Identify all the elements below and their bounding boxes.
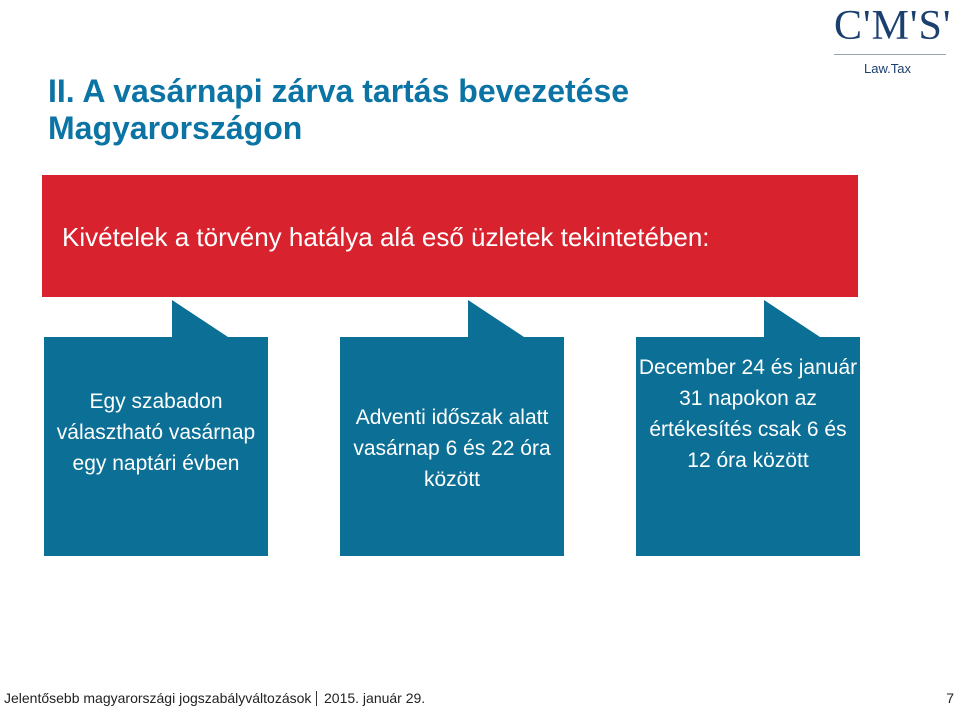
- exception-box-2: [340, 300, 564, 556]
- footer-date: 2015. január 29.: [324, 690, 426, 706]
- exception-box-1: [44, 300, 268, 556]
- logo-divider: [834, 54, 946, 55]
- slide-title: II. A vasárnapi zárva tartás bevezetése Magyarországon: [48, 73, 630, 146]
- exception-box-3: [636, 300, 860, 556]
- logo-tagline: Law.Tax: [864, 61, 911, 76]
- logo-brand: C'M'S': [834, 3, 952, 49]
- exception-text-3: December 24 és január 31 napokon az értékesítés csak 6 és 12 óra között: [638, 356, 858, 472]
- exception-text-2: Adventi időszak alatt vasárnap 6 és 22 óra között: [353, 406, 551, 491]
- footer-separator: [316, 691, 317, 706]
- page-number: 7: [946, 690, 954, 706]
- exception-text-1: Egy szabadon választható vasárnap egy naptári évben: [56, 390, 256, 475]
- footer-title: Jelentősebb magyarországi jogszabályváltozások: [4, 690, 312, 706]
- cms-logo: [834, 3, 952, 76]
- exceptions-banner-text: Kivételek a törvény hatálya alá eső üzletek tekintetében:: [62, 222, 710, 252]
- footer: [0, 689, 960, 709]
